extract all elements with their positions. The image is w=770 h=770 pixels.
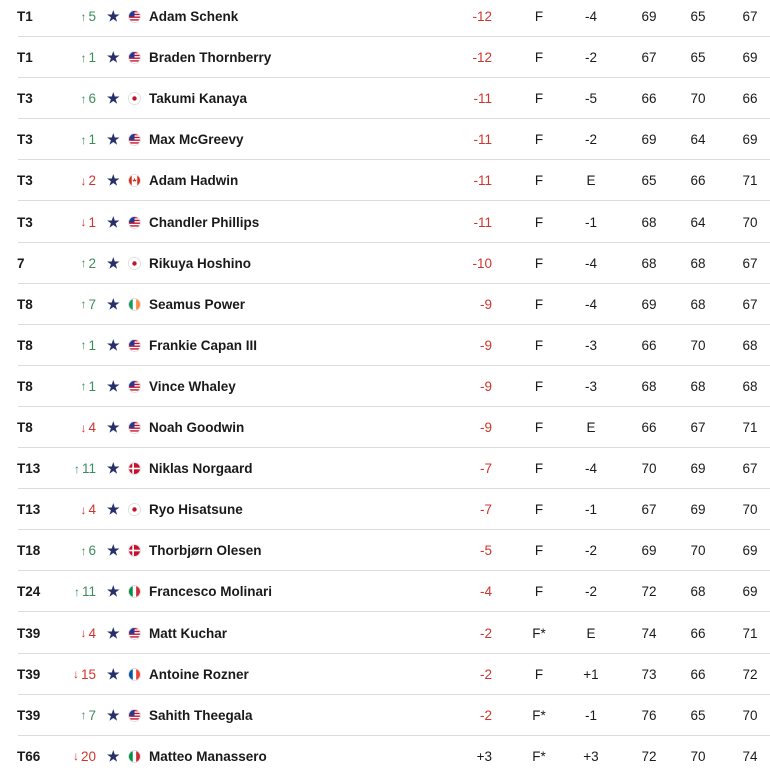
round-1-score: 67 (641, 50, 657, 66)
thru: F (534, 502, 544, 518)
thru: F (534, 337, 544, 353)
flag-usa-icon (128, 133, 141, 146)
flag-italy-icon (128, 585, 141, 598)
player-row[interactable] (0, 0, 770, 37)
player-name[interactable]: Vince Whaley (149, 378, 236, 394)
flag-canada-icon (128, 174, 141, 187)
position: T8 (17, 378, 33, 394)
movement (68, 366, 96, 407)
round-1-score: 68 (641, 214, 657, 230)
player-row[interactable] (0, 284, 770, 325)
round-3-score: 69 (742, 50, 758, 66)
round-3-score: 67 (742, 255, 758, 271)
round-3-score: 70 (742, 502, 758, 518)
arrow-up-icon: ↑ (73, 461, 80, 476)
player-name[interactable]: Noah Goodwin (149, 420, 245, 435)
today-score: -2 (584, 132, 597, 148)
player-row[interactable] (0, 325, 770, 366)
today-score: E (586, 173, 596, 189)
total-score: -2 (479, 625, 492, 641)
movement-value: 15 (80, 666, 96, 682)
star-icon[interactable]: ★ (107, 665, 120, 682)
movement-value: 11 (81, 461, 96, 477)
round-2-score: 66 (690, 666, 706, 682)
thru: F (534, 296, 544, 312)
player-name[interactable]: Frankie Capan III (149, 337, 258, 353)
arrow-down-icon: ↓ (80, 215, 87, 229)
arrow-up-icon: ↑ (73, 584, 80, 599)
round-1-score: 72 (641, 748, 657, 764)
round-3-score: 71 (742, 173, 758, 189)
thru: F* (532, 748, 546, 764)
position: T13 (17, 461, 41, 477)
thru: F (534, 255, 544, 271)
movement-value: 4 (88, 625, 96, 641)
thru: F (534, 214, 544, 230)
total-score: -2 (479, 707, 492, 723)
player-row[interactable] (0, 37, 770, 78)
movement (68, 407, 96, 448)
player-name[interactable]: Seamus Power (149, 296, 246, 312)
star-icon[interactable]: ★ (107, 419, 120, 435)
round-2-score: 65 (690, 50, 706, 66)
player-row[interactable] (0, 530, 770, 571)
round-3-score: 70 (742, 707, 758, 723)
total-score: -9 (479, 420, 492, 435)
arrow-up-icon: ↑ (80, 256, 87, 271)
player-name[interactable]: Antoine Rozner (149, 666, 249, 682)
flag-denmark-icon (128, 544, 141, 557)
player-row[interactable] (0, 695, 770, 736)
position: T18 (17, 543, 41, 559)
round-2-score: 69 (690, 502, 706, 518)
star-icon[interactable]: ★ (107, 213, 120, 230)
today-score: E (586, 420, 596, 435)
round-1-score: 68 (641, 378, 657, 394)
position: T24 (17, 584, 41, 600)
arrow-down-icon: ↓ (72, 749, 79, 764)
round-2-score: 68 (690, 584, 706, 600)
star-icon[interactable]: ★ (107, 336, 120, 353)
thru: F (534, 378, 544, 394)
round-1-score: 67 (641, 502, 657, 518)
flag-usa-icon (128, 339, 141, 352)
star-icon[interactable]: ★ (107, 542, 120, 559)
player-name[interactable]: Thorbjørn Olesen (149, 543, 262, 559)
round-1-score: 69 (641, 543, 657, 559)
thru: F (534, 9, 544, 24)
movement-value: 1 (88, 50, 96, 66)
today-score: -1 (584, 502, 597, 518)
round-3-score: 67 (742, 461, 758, 477)
movement (68, 78, 96, 119)
total-score: -12 (472, 9, 492, 24)
round-1-score: 66 (641, 337, 657, 353)
today-score: -4 (584, 461, 597, 477)
arrow-up-icon: ↑ (80, 379, 87, 394)
today-score: +3 (583, 748, 599, 764)
today-score: -5 (584, 91, 597, 107)
round-3-score: 67 (742, 9, 758, 24)
player-name[interactable]: Max McGreevy (149, 132, 244, 148)
round-2-score: 68 (690, 296, 706, 312)
movement (68, 243, 96, 284)
player-row[interactable] (0, 407, 770, 448)
flag-ireland-icon (128, 298, 141, 311)
movement (68, 448, 96, 489)
movement-value: 7 (88, 707, 96, 723)
arrow-down-icon: ↓ (80, 502, 87, 517)
movement (68, 530, 96, 571)
round-2-score: 68 (690, 255, 706, 271)
today-score: E (586, 625, 596, 641)
star-icon[interactable]: ★ (107, 583, 120, 600)
round-2-score: 66 (690, 173, 706, 189)
total-score: -9 (479, 337, 492, 353)
arrow-down-icon: ↓ (80, 626, 87, 640)
movement-value: 5 (88, 9, 96, 24)
round-2-score: 68 (690, 378, 706, 394)
movement (68, 160, 96, 201)
thru: F (534, 461, 544, 477)
star-icon[interactable]: ★ (107, 706, 120, 723)
movement (68, 202, 96, 243)
total-score: -9 (479, 296, 492, 312)
today-score: -4 (584, 255, 597, 271)
player-row[interactable] (0, 243, 770, 284)
round-2-score: 67 (690, 420, 706, 435)
round-3-score: 69 (742, 132, 758, 148)
today-score: -1 (584, 707, 597, 723)
round-1-score: 74 (641, 625, 657, 641)
movement (68, 119, 96, 160)
player-row[interactable] (0, 613, 770, 654)
flag-usa-icon (128, 51, 141, 64)
round-2-score: 70 (690, 543, 706, 559)
round-1-score: 69 (641, 132, 657, 148)
today-score: -3 (584, 337, 597, 353)
round-1-score: 72 (641, 584, 657, 600)
thru: F* (532, 707, 546, 723)
round-1-score: 69 (641, 296, 657, 312)
round-2-score: 70 (690, 91, 706, 107)
round-2-score: 69 (690, 461, 706, 477)
position: T3 (17, 132, 33, 148)
arrow-down-icon: ↓ (80, 173, 87, 188)
position: T8 (17, 296, 33, 312)
position: T1 (17, 9, 33, 24)
round-1-score: 69 (641, 9, 657, 24)
position: T39 (17, 666, 41, 682)
arrow-up-icon: ↑ (80, 338, 87, 353)
position: T3 (17, 91, 33, 107)
player-row[interactable] (0, 489, 770, 530)
arrow-up-icon: ↑ (80, 9, 87, 24)
movement (68, 736, 96, 770)
movement (68, 571, 96, 612)
total-score: -10 (472, 255, 492, 271)
arrow-down-icon: ↓ (72, 667, 79, 682)
thru: F (534, 173, 544, 189)
round-3-score: 70 (742, 214, 758, 230)
star-icon[interactable]: ★ (107, 8, 120, 24)
today-score: -1 (584, 214, 597, 230)
movement-value: 4 (88, 502, 96, 518)
round-1-score: 65 (641, 173, 657, 189)
total-score: -7 (479, 502, 492, 518)
thru: F (534, 50, 544, 66)
star-icon[interactable]: ★ (107, 254, 120, 271)
today-score: -2 (584, 584, 597, 600)
arrow-down-icon: ↓ (80, 420, 87, 435)
player-row[interactable] (0, 448, 770, 489)
player-row[interactable] (0, 202, 770, 243)
player-name[interactable]: Ryo Hisatsune (149, 502, 243, 518)
today-score: -4 (584, 9, 597, 24)
round-3-score: 71 (742, 625, 758, 641)
round-2-score: 66 (690, 625, 706, 641)
total-score: -4 (479, 584, 492, 600)
flag-france-icon (128, 668, 141, 681)
round-2-score: 64 (690, 132, 706, 148)
player-row[interactable] (0, 78, 770, 119)
total-score: -9 (479, 378, 492, 394)
movement (68, 0, 96, 37)
round-1-score: 68 (641, 255, 657, 271)
total-score: -7 (479, 461, 492, 477)
arrow-up-icon: ↑ (80, 132, 87, 147)
flag-italy-icon (128, 750, 141, 763)
movement-value: 1 (88, 378, 96, 394)
round-1-score: 76 (641, 707, 657, 723)
today-score: -4 (584, 296, 597, 312)
movement-value: 6 (88, 543, 96, 559)
arrow-up-icon: ↑ (80, 50, 87, 65)
total-score: -11 (473, 132, 492, 148)
thru: F* (532, 625, 546, 641)
star-icon[interactable]: ★ (107, 460, 120, 477)
today-score: -2 (584, 543, 597, 559)
total-score: -2 (479, 666, 492, 682)
player-name[interactable]: Takumi Kanaya (149, 91, 248, 107)
flag-japan-icon (128, 257, 141, 270)
round-1-score: 66 (641, 420, 657, 435)
total-score: -11 (473, 91, 492, 107)
player-row[interactable] (0, 654, 770, 695)
star-icon[interactable]: ★ (107, 501, 120, 518)
player-name[interactable]: Adam Schenk (149, 9, 239, 24)
total-score: -11 (473, 214, 492, 230)
movement (68, 37, 96, 78)
round-2-score: 64 (690, 214, 706, 230)
round-3-score: 66 (742, 91, 758, 107)
flag-usa-icon (128, 627, 141, 640)
round-3-score: 69 (742, 584, 758, 600)
thru: F (534, 420, 544, 435)
thru: F (534, 666, 544, 682)
position: T1 (17, 50, 33, 66)
round-1-score: 73 (641, 666, 657, 682)
star-icon[interactable]: ★ (107, 172, 120, 189)
star-icon[interactable]: ★ (107, 90, 120, 107)
thru: F (534, 584, 544, 600)
movement-value: 1 (88, 337, 96, 353)
player-name[interactable]: Braden Thornberry (149, 50, 272, 66)
round-3-score: 68 (742, 378, 758, 394)
round-2-score: 65 (690, 9, 706, 24)
movement-value: 7 (88, 296, 96, 312)
position: T8 (17, 420, 33, 435)
round-3-score: 74 (742, 748, 758, 764)
round-3-score: 72 (742, 666, 758, 682)
movement (68, 613, 96, 654)
position: T3 (17, 214, 33, 230)
movement-value: 1 (88, 132, 96, 148)
round-2-score: 65 (690, 707, 706, 723)
star-icon[interactable]: ★ (107, 624, 120, 641)
round-1-score: 66 (641, 91, 657, 107)
thru: F (534, 91, 544, 107)
player-name[interactable]: Francesco Molinari (149, 584, 273, 600)
position: T3 (17, 173, 33, 189)
movement-value: 11 (81, 584, 96, 600)
movement (68, 654, 96, 695)
player-name[interactable]: Adam Hadwin (149, 173, 239, 189)
player-name[interactable]: Sahith Theegala (149, 707, 253, 723)
movement-value: 2 (88, 173, 96, 189)
position: T13 (17, 502, 41, 518)
arrow-up-icon: ↑ (80, 91, 87, 106)
player-row[interactable] (0, 736, 770, 770)
movement-value: 20 (80, 748, 96, 764)
flag-japan-icon (128, 92, 141, 105)
player-name[interactable]: Chandler Phillips (149, 214, 260, 230)
position: T8 (17, 337, 33, 353)
today-score: -3 (584, 378, 597, 394)
star-icon[interactable]: ★ (107, 377, 120, 394)
round-3-score: 71 (742, 420, 758, 435)
player-row[interactable] (0, 119, 770, 160)
total-score: -12 (472, 50, 492, 66)
flag-usa-icon (128, 421, 141, 434)
round-3-score: 69 (742, 543, 758, 559)
flag-denmark-icon (128, 462, 141, 475)
total-score: +3 (476, 748, 492, 764)
movement (68, 695, 96, 736)
flag-usa-icon (128, 709, 141, 722)
total-score: -11 (473, 173, 492, 189)
round-2-score: 70 (690, 748, 706, 764)
movement (68, 489, 96, 530)
position: T39 (17, 707, 41, 723)
star-icon[interactable]: ★ (107, 295, 120, 312)
flag-usa-icon (128, 380, 141, 393)
thru: F (534, 132, 544, 148)
movement (68, 325, 96, 366)
today-score: -2 (584, 50, 597, 66)
movement-value: 2 (88, 255, 96, 271)
round-2-score: 70 (690, 337, 706, 353)
star-icon[interactable]: ★ (107, 747, 120, 764)
player-row[interactable] (0, 366, 770, 407)
arrow-up-icon: ↑ (80, 543, 87, 558)
flag-usa-icon (128, 216, 141, 229)
player-row[interactable] (0, 571, 770, 612)
thru: F (534, 543, 544, 559)
arrow-up-icon: ↑ (80, 708, 87, 723)
round-3-score: 68 (742, 337, 758, 353)
round-3-score: 67 (742, 296, 758, 312)
player-name[interactable]: Niklas Norgaard (149, 461, 253, 477)
player-row[interactable] (0, 160, 770, 201)
position: T66 (17, 748, 41, 764)
star-icon[interactable]: ★ (107, 49, 120, 66)
position: 7 (17, 255, 25, 271)
movement-value: 1 (88, 214, 96, 230)
round-1-score: 70 (641, 461, 657, 477)
arrow-up-icon: ↑ (80, 297, 87, 312)
position: T39 (17, 625, 41, 641)
player-name[interactable]: Matteo Manassero (149, 748, 267, 764)
movement-value: 4 (88, 420, 96, 435)
player-name[interactable]: Matt Kuchar (149, 625, 228, 641)
total-score: -5 (479, 543, 492, 559)
movement (68, 284, 96, 325)
star-icon[interactable]: ★ (107, 131, 120, 148)
player-name[interactable]: Rikuya Hoshino (149, 255, 252, 271)
today-score: +1 (583, 666, 599, 682)
flag-usa-icon (128, 10, 141, 23)
movement-value: 6 (88, 91, 96, 107)
flag-japan-icon (128, 503, 141, 516)
